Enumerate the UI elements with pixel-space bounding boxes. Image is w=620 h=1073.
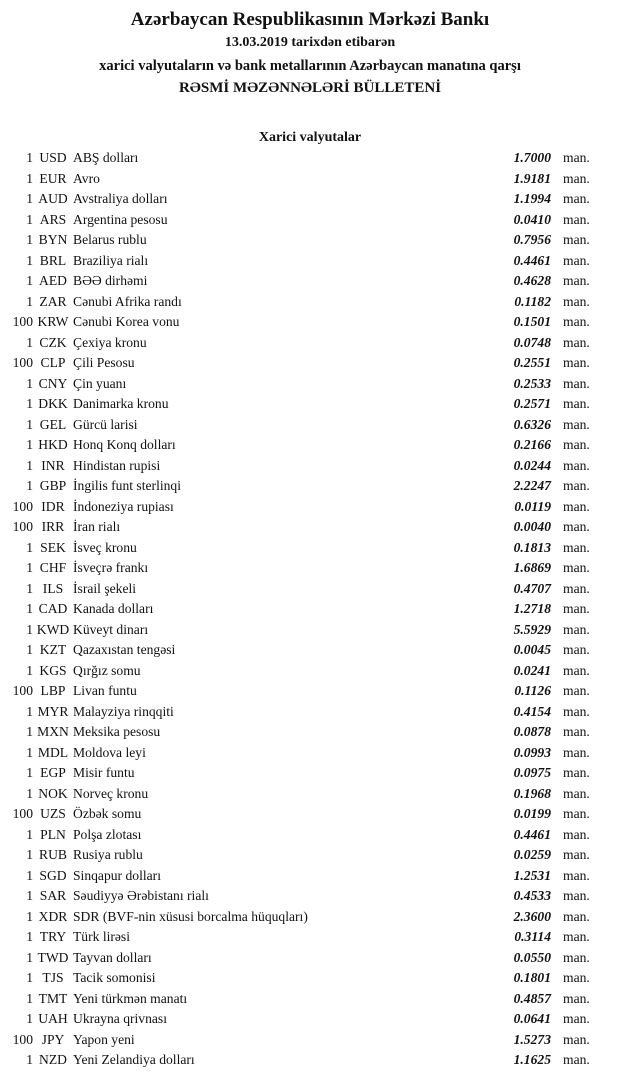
currency-row — [0, 989, 620, 1010]
unit-cell: man. — [563, 703, 590, 719]
unit-cell: man. — [563, 293, 590, 309]
currency-row — [0, 579, 620, 600]
code-cell: CLP — [40, 355, 66, 370]
unit-cell: man. — [563, 457, 590, 473]
name-cell: Belarus rublu — [73, 232, 147, 247]
rate-cell: 0.4628 — [513, 273, 551, 288]
rate-cell: 0.0199 — [513, 806, 551, 821]
rate-cell: 0.2571 — [513, 396, 551, 411]
unit-cell: man. — [563, 724, 590, 739]
name-cell: Tayvan dolları — [73, 949, 152, 965]
currency-row — [0, 927, 620, 948]
currency-row — [0, 886, 620, 907]
code-cell: IDR — [41, 498, 65, 514]
rate-cell: 0.0040 — [513, 519, 551, 534]
name-cell: Küveyt dinarı — [73, 621, 149, 637]
unit-cell: man. — [563, 642, 590, 657]
quantity-cell: 1 — [26, 908, 33, 924]
unit-cell: man. — [563, 806, 590, 821]
name-cell: Yapon yeni — [73, 1031, 135, 1047]
code-cell: INR — [41, 457, 65, 473]
rate-cell: 0.1501 — [513, 314, 551, 329]
unit-cell: man. — [563, 375, 590, 391]
rate-cell: 0.6326 — [513, 416, 551, 432]
name-cell: Yeni Zelandiya dolları — [73, 1052, 195, 1067]
currency-row — [0, 763, 620, 784]
name-cell: Rusiya rublu — [73, 847, 143, 862]
name-cell: Misir funtu — [73, 765, 135, 780]
currency-row — [0, 784, 620, 805]
unit-cell: man. — [563, 191, 590, 206]
code-cell: TMT — [38, 990, 68, 1006]
unit-cell: man. — [563, 416, 590, 432]
rate-cell: 1.7000 — [513, 150, 551, 165]
currency-row — [0, 722, 620, 743]
name-cell: Qırğız somu — [73, 662, 141, 678]
unit-cell: man. — [563, 1031, 590, 1047]
name-cell: Livan funtu — [73, 683, 137, 698]
quantity-cell: 1 — [26, 1011, 33, 1026]
currency-row — [0, 538, 620, 559]
unit-cell: man. — [563, 662, 590, 678]
rate-cell: 0.0410 — [513, 211, 551, 227]
code-cell: DKK — [38, 396, 68, 411]
code-cell: USD — [39, 150, 67, 165]
quantity-cell: 1 — [26, 888, 33, 903]
unit-cell: man. — [563, 334, 590, 350]
quantity-cell: 1 — [26, 1052, 33, 1067]
quantity-cell: 100 — [12, 1031, 33, 1047]
unit-cell: man. — [563, 539, 590, 555]
name-cell: Çin yuanı — [73, 375, 127, 391]
currency-row — [0, 251, 620, 272]
unit-cell: man. — [563, 847, 590, 862]
code-cell: ILS — [42, 580, 64, 596]
rate-cell: 0.0641 — [513, 1011, 551, 1026]
name-cell: Avstraliya dolları — [73, 191, 168, 206]
code-cell: ARS — [39, 211, 67, 227]
unit-cell: man. — [563, 1052, 590, 1067]
rate-cell: 0.4533 — [513, 888, 551, 903]
effective-date-line: 13.03.2019 tarixdən etibarən — [224, 35, 396, 50]
currency-row — [0, 558, 620, 579]
currency-row — [0, 948, 620, 969]
unit-cell: man. — [563, 211, 590, 227]
unit-cell: man. — [563, 621, 590, 637]
code-cell: GBP — [39, 478, 67, 493]
name-cell: Moldova leyi — [73, 744, 146, 760]
name-cell: Ukrayna qrivnası — [73, 1011, 167, 1026]
quantity-cell: 1 — [26, 724, 33, 739]
rate-cell: 0.1968 — [513, 785, 551, 801]
code-cell: RUB — [39, 847, 67, 862]
quantity-cell: 1 — [26, 744, 33, 760]
quantity-cell: 1 — [26, 396, 33, 411]
quantity-cell: 1 — [26, 560, 33, 575]
unit-cell: man. — [563, 601, 590, 616]
name-cell: Tacik somonisi — [73, 970, 156, 985]
quantity-cell: 100 — [12, 314, 33, 329]
unit-cell: man. — [563, 765, 590, 780]
rate-cell: 1.6869 — [513, 560, 551, 575]
unit-cell: man. — [563, 580, 590, 596]
quantity-cell: 1 — [26, 273, 33, 288]
code-cell: SAR — [39, 888, 67, 903]
rate-cell: 0.0993 — [513, 744, 551, 760]
name-cell: Kanada dolları — [73, 601, 154, 616]
quantity-cell: 1 — [26, 990, 33, 1006]
rate-cell: 0.4154 — [513, 703, 551, 719]
currency-row — [0, 497, 620, 518]
name-cell: Meksika pesosu — [73, 724, 161, 739]
code-cell: GEL — [39, 416, 67, 432]
unit-cell: man. — [563, 970, 590, 985]
quantity-cell: 100 — [12, 355, 33, 370]
code-cell: ZAR — [39, 293, 67, 309]
code-cell: KWD — [36, 621, 70, 637]
rate-cell: 1.2718 — [513, 601, 551, 616]
rate-cell: 0.4461 — [513, 826, 551, 842]
unit-cell: man. — [563, 560, 590, 575]
unit-cell: man. — [563, 908, 590, 924]
currency-row — [0, 476, 620, 497]
name-cell: İsveçrə frankı — [73, 560, 149, 575]
quantity-cell: 1 — [26, 478, 33, 493]
name-cell: Malayziya rinqqiti — [73, 703, 174, 719]
name-cell: Sinqapur dolları — [73, 867, 161, 883]
name-cell: Çili Pesosu — [73, 355, 135, 370]
currency-row — [0, 210, 620, 231]
bank-name-title: Azərbaycan Respublikasının Mərkəzi Bankı — [130, 9, 490, 30]
rate-cell: 1.1994 — [513, 191, 551, 206]
currency-row — [0, 640, 620, 661]
currency-row — [0, 292, 620, 313]
code-cell: NOK — [38, 785, 68, 801]
quantity-cell: 1 — [26, 211, 33, 227]
quantity-cell: 1 — [26, 539, 33, 555]
rate-cell: 0.0975 — [513, 765, 551, 780]
currency-row — [0, 1050, 620, 1071]
currency-row — [0, 620, 620, 641]
rate-cell: 0.1182 — [514, 293, 551, 309]
currency-row — [0, 374, 620, 395]
name-cell: İsrail şekeli — [73, 580, 137, 596]
unit-cell: man. — [563, 498, 590, 514]
name-cell: İndoneziya rupiası — [73, 498, 174, 514]
quantity-cell: 1 — [26, 765, 33, 780]
rate-cell: 0.3114 — [514, 929, 551, 944]
rate-cell: 2.2247 — [513, 478, 551, 493]
currency-row — [0, 271, 620, 292]
currency-row — [0, 681, 620, 702]
name-cell: Səudiyyə Ərəbistanı rialı — [73, 888, 209, 903]
rate-cell: 0.0259 — [513, 847, 551, 862]
name-cell: Türk lirəsi — [73, 929, 131, 944]
currency-row — [0, 230, 620, 251]
rate-cell: 0.0878 — [513, 724, 551, 739]
quantity-cell: 100 — [12, 683, 33, 698]
code-cell: TRY — [39, 929, 67, 944]
code-cell: CHF — [39, 560, 67, 575]
quantity-cell: 1 — [26, 232, 33, 247]
currency-row — [0, 148, 620, 169]
unit-cell: man. — [563, 683, 590, 698]
currency-row — [0, 907, 620, 928]
quantity-cell: 1 — [26, 826, 33, 842]
quantity-cell: 1 — [26, 150, 33, 165]
code-cell: TWD — [37, 949, 69, 965]
currency-row — [0, 189, 620, 210]
unit-cell: man. — [563, 949, 590, 965]
currency-row — [0, 517, 620, 538]
quantity-cell: 1 — [26, 929, 33, 944]
code-cell: JPY — [41, 1031, 65, 1047]
rate-cell: 0.7956 — [513, 232, 551, 247]
name-cell: Cənubi Korea vonu — [73, 314, 180, 329]
quantity-cell: 1 — [26, 621, 33, 637]
currency-row — [0, 743, 620, 764]
unit-cell: man. — [563, 273, 590, 288]
quantity-cell: 1 — [26, 642, 33, 657]
unit-cell: man. — [563, 826, 590, 842]
name-cell: Polşa zlotası — [73, 826, 142, 842]
quantity-cell: 1 — [26, 580, 33, 596]
rate-cell: 1.1625 — [513, 1052, 551, 1067]
rate-cell: 1.2531 — [513, 867, 551, 883]
name-cell: Braziliya rialı — [73, 252, 149, 268]
section-title-foreign-currencies: Xarici valyutalar — [258, 130, 362, 145]
name-cell: Qazaxıstan tengəsi — [73, 642, 176, 657]
currency-row — [0, 702, 620, 723]
quantity-cell: 1 — [26, 191, 33, 206]
currency-row — [0, 866, 620, 887]
rate-cell: 0.1813 — [513, 539, 551, 555]
quantity-cell: 1 — [26, 416, 33, 432]
unit-cell: man. — [563, 888, 590, 903]
quantity-cell: 1 — [26, 703, 33, 719]
rate-cell: 0.4707 — [513, 580, 551, 596]
code-cell: EUR — [39, 170, 67, 186]
code-cell: BRL — [39, 252, 67, 268]
rate-cell: 0.0550 — [513, 949, 551, 965]
unit-cell: man. — [563, 867, 590, 883]
currency-row — [0, 599, 620, 620]
quantity-cell: 1 — [26, 437, 33, 452]
code-cell: AUD — [38, 191, 68, 206]
unit-cell: man. — [563, 785, 590, 801]
unit-cell: man. — [563, 519, 590, 534]
name-cell: İran rialı — [73, 519, 121, 534]
name-cell: Özbək somu — [73, 806, 142, 821]
currency-row — [0, 825, 620, 846]
name-cell: Çexiya kronu — [73, 334, 147, 350]
code-cell: UAH — [38, 1011, 68, 1026]
code-cell: UZS — [40, 806, 66, 821]
code-cell: AED — [39, 273, 67, 288]
name-cell: İsveç kronu — [73, 539, 137, 555]
rate-cell: 0.0244 — [513, 457, 551, 473]
rate-cell: 0.0241 — [513, 662, 551, 678]
unit-cell: man. — [563, 929, 590, 944]
currency-row — [0, 661, 620, 682]
quantity-cell: 100 — [12, 806, 33, 821]
code-cell: XDR — [38, 908, 68, 924]
rate-cell: 0.2166 — [513, 437, 551, 452]
rate-cell: 1.5273 — [513, 1031, 551, 1047]
quantity-cell: 1 — [26, 375, 33, 391]
unit-cell: man. — [563, 170, 590, 186]
bulletin-subtitle: xarici valyutaların və bank metallarının Azərbaycan manatına qarşı — [99, 58, 521, 74]
rate-cell: 0.2551 — [513, 355, 551, 370]
currency-row — [0, 968, 620, 989]
unit-cell: man. — [563, 396, 590, 411]
code-cell: CNY — [38, 375, 68, 391]
rate-cell: 0.0119 — [514, 498, 551, 514]
currency-row — [0, 353, 620, 374]
name-cell: İngilis funt sterlinqi — [73, 478, 181, 493]
code-cell: TJS — [42, 970, 64, 985]
rate-cell: 5.5929 — [513, 621, 551, 637]
rate-cell: 0.4857 — [513, 990, 551, 1006]
name-cell: BƏƏ dirhəmi — [73, 273, 148, 288]
bulletin-doc-title: RƏSMİ MƏZƏNNƏLƏRİ BÜLLETENİ — [178, 80, 442, 96]
name-cell: Cənubi Afrika randı — [73, 293, 182, 309]
code-cell: NZD — [39, 1052, 67, 1067]
name-cell: Hindistan rupisi — [73, 457, 161, 473]
unit-cell: man. — [563, 314, 590, 329]
rate-cell: 0.0045 — [513, 642, 551, 657]
rate-cell: 0.2533 — [513, 375, 551, 391]
quantity-cell: 1 — [26, 949, 33, 965]
quantity-cell: 100 — [12, 498, 33, 514]
currency-row — [0, 435, 620, 456]
code-cell: CAD — [38, 601, 68, 616]
unit-cell: man. — [563, 232, 590, 247]
quantity-cell: 100 — [12, 519, 33, 534]
currency-row — [0, 845, 620, 866]
code-cell: CZK — [39, 334, 67, 350]
code-cell: IRR — [41, 519, 65, 534]
name-cell: ABŞ dolları — [73, 150, 139, 165]
rate-cell: 1.9181 — [513, 170, 551, 186]
quantity-cell: 1 — [26, 970, 33, 985]
unit-cell: man. — [563, 1011, 590, 1026]
name-cell: Honq Konq dolları — [73, 437, 176, 452]
code-cell: MDL — [37, 744, 69, 760]
rate-cell: 0.1126 — [514, 683, 551, 698]
unit-cell: man. — [563, 252, 590, 268]
name-cell: Avro — [73, 170, 100, 186]
code-cell: PLN — [40, 826, 66, 842]
code-cell: EGP — [40, 765, 66, 780]
quantity-cell: 1 — [26, 662, 33, 678]
name-cell: Yeni türkmən manatı — [73, 990, 188, 1006]
currency-row — [0, 415, 620, 436]
unit-cell: man. — [563, 150, 590, 165]
unit-cell: man. — [563, 478, 590, 493]
quantity-cell: 1 — [26, 334, 33, 350]
unit-cell: man. — [563, 744, 590, 760]
quantity-cell: 1 — [26, 457, 33, 473]
code-cell: KGS — [39, 662, 67, 678]
quantity-cell: 1 — [26, 867, 33, 883]
code-cell: HKD — [38, 437, 68, 452]
name-cell: Gürcü larisi — [73, 416, 138, 432]
unit-cell: man. — [563, 437, 590, 452]
code-cell: SGD — [39, 867, 67, 883]
currency-row — [0, 312, 620, 333]
currency-row — [0, 804, 620, 825]
rate-cell: 0.4461 — [513, 252, 551, 268]
rate-cell: 0.1801 — [513, 970, 551, 985]
name-cell: SDR (BVF-nin xüsusi borcalma hüquqları) — [73, 908, 308, 924]
name-cell: Norveç kronu — [73, 785, 149, 801]
quantity-cell: 1 — [26, 293, 33, 309]
rate-cell: 0.0748 — [513, 334, 551, 350]
quantity-cell: 1 — [26, 252, 33, 268]
currency-row — [0, 333, 620, 354]
code-cell: KZT — [39, 642, 67, 657]
code-cell: SEK — [40, 539, 66, 555]
unit-cell: man. — [563, 355, 590, 370]
name-cell: Argentina pesosu — [73, 211, 168, 227]
currency-row — [0, 1030, 620, 1051]
code-cell: LBP — [40, 683, 66, 698]
currency-row — [0, 394, 620, 415]
quantity-cell: 1 — [26, 785, 33, 801]
code-cell: MYR — [37, 703, 69, 719]
unit-cell: man. — [563, 990, 590, 1006]
name-cell: Danimarka kronu — [73, 396, 169, 411]
currency-row — [0, 456, 620, 477]
rates-table — [0, 148, 620, 1071]
quantity-cell: 1 — [26, 601, 33, 616]
rate-cell: 2.3600 — [513, 908, 551, 924]
code-cell: MXN — [37, 724, 69, 739]
quantity-cell: 1 — [26, 170, 33, 186]
code-cell: BYN — [38, 232, 68, 247]
quantity-cell: 1 — [26, 847, 33, 862]
currency-row — [0, 1009, 620, 1030]
currency-row — [0, 169, 620, 190]
code-cell: KRW — [37, 314, 69, 329]
